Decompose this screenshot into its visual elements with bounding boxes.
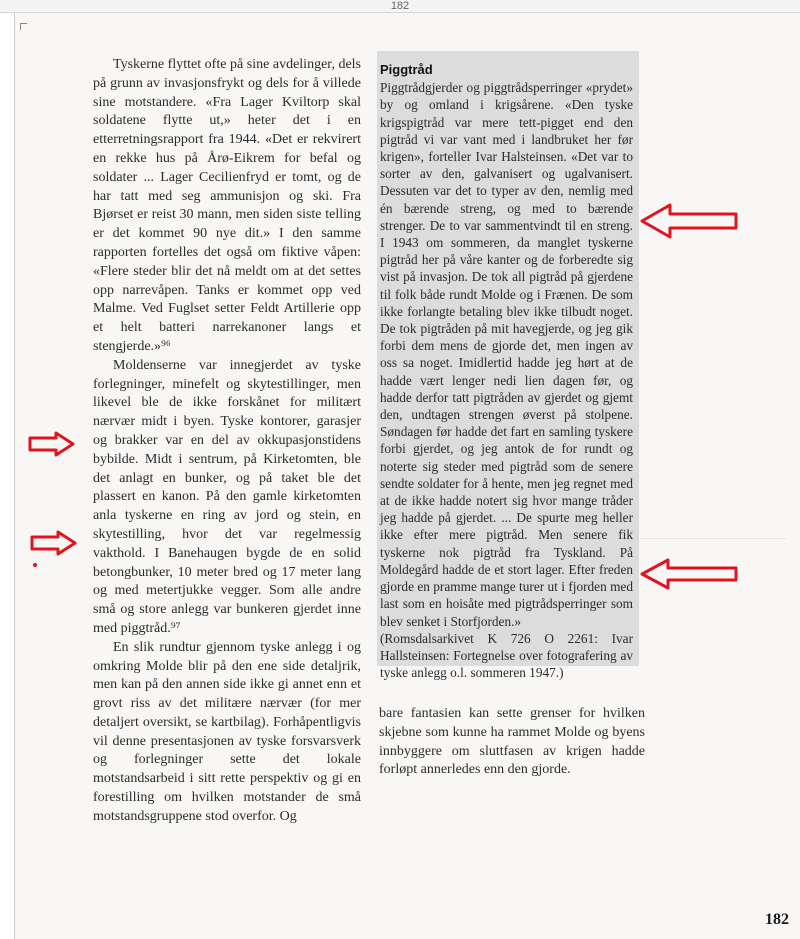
paragraph-3: En slik rundtur gjennom tyske anlegg i og omkring Molde blir på den ene side detaljrik, men kan på den annen side ikke gi annet enn et grovt riss av det militære nærvær (for mer detaljert oversikt, se kartbilag). Forhåpentligvis vil denne presentasjonen av tyske forsvarsverk og forlegninger sette det lokale motstandsarbeid i sitt rette perspektiv og gi en forestilling om hvilken motstander de små motstandsgruppene stod overfor. Og — [93, 639, 361, 824]
piggtrad-sidebar-box — [377, 51, 639, 681]
right-paragraph: bare fantasien kan sette grenser for hvilken skjebne som kunne ha rammet Molde og byens innbyggere om sluttfasen av krigen hadde forløpt annerledes enn den gjorde. — [379, 706, 645, 778]
divider-line — [640, 538, 786, 539]
paragraph-2: Moldenserne var innegjerdet av tyske forlegninger, minefelt og skytestillinger, men likevel ble de ikke forskånet for militært nærvær midt i byen. Tyske kontorer, garasjer og brakker var en del av okkupasjonstidens bybilde. Midt i sentrum, på Kirketomten, ble det anlagt en bunker, og på taket ble det plassert en kanon. På den gamle kirketomten anla tyskerne en ring av jord og stein, en skytestilling, hvor det var regelmessig vakthold. I Banehaugen bygde de en solid betongbunker, 10 meter bred og 17 meter lang og med metertjukke vegger. Som alle andre små og store anlegg var bunkeren gjerdet inne med piggtråd.⁹⁷ — [93, 357, 361, 636]
sidebar-source: (Romsdalsarkivet K 726 O 2261: Ivar Hallsteinsen: Fortegnelse over fotografering av tyske anlegg o.l. sommeren 1947.) — [380, 630, 633, 681]
crop-mark — [20, 23, 27, 30]
sidebar-title: Piggtråd — [380, 62, 433, 77]
red-arrow-left-pointing-icon — [640, 203, 740, 239]
red-arrow-right-pointing-icon — [28, 431, 76, 457]
page-number: 182 — [765, 911, 789, 928]
paragraph-1: Tyskerne flyttet ofte på sine avdelinger, dels på grunn av invasjonsfrykt og dels for å villede sine motstandere. «Fra Lager Kviltorp skal soldatene flytte ut,» heter det i en etterretningsrapport fra 1944. «Det er rekvirert en rekke hus på Årø-Eikrem for befal og soldater ... Lager Cecilienfryd er tomt, og de har tatt med seg ammunisjon og ski. Fra Bjørset er reist 30 mann, men siden siste telling er det kommet 90 nye dit.» I den samme rapporten fortelles det også om fiktive våpen: «Flere steder blir det nå meldt om at det settes opp narrevåpen. Tanks er kommet opp ved Malme. Ved Fuglset setter Feldt Artillerie opp et helt batteri narrekanoner langs et stengjerde.»⁹⁶ — [93, 57, 361, 354]
red-arrow-left-pointing-icon — [640, 558, 740, 590]
left-text-column — [93, 56, 361, 827]
red-annotation-dot — [33, 563, 37, 567]
book-page — [14, 13, 800, 939]
viewer-page-indicator: 182 — [0, 0, 800, 13]
right-text-column — [379, 705, 645, 780]
red-arrow-right-pointing-icon — [30, 530, 78, 556]
sidebar-body: Piggtrådgjerder og piggtrådsperringer «prydet» by og omland i krigsårene. «Den tyske krigspigtråd var mere tett-pigget end den pigtråd vi var vant med i landbruket her før krigen», forteller Ivar Halsteinsen. «Det var to sorter av den, galvanisert og ugalvanisert. Dessuten var det to typer av den, nemlig med én bærende streng, og med to bærende strenger. De to var sammentvindt til en streng. I 1943 om sommeren, da manglet tyskerne pigtråd her på våre kanter og de forberedte sig vist på invasjon. De tok all pigtråd på gjerdene til folk både rundt Molde og i Frænen. De som ikke forlangte betaling blev ikke tilbudt noget. De tok pigtråden på mit havegjerde, og jeg gik forbi dem mens de gjorde det, men ingen av oss sa noget. Imidlertid hadde jeg hørt at de hadde vært lenger nedi lien dagen før, og hadde derfor tatt pigtråden av gjerdet og gjemt den, undtagen strengen øverst på stolpene. Søndagen før hadde det fart en samling tyskere forbi gjerdet, og jeg antok de for rundt og noterte sig steder med pigtråd som de senere sendte soldater for å hente, men jeg regnet med at de ikke hadde notert sig hvor mange tråder jeg hadde på gjerdet. ... De spurte meg heller ikke efter mere pigtråd. Men senere fik tyskerne nok pigtråd fra Tyskland. På Moldegård hadde de et stort lager. Efter freden gjorde en pramme mange turer ut i fjorden med last som en hoisåte med pigtrådsperringer som blev senket i Storfjorden.» — [380, 80, 633, 629]
